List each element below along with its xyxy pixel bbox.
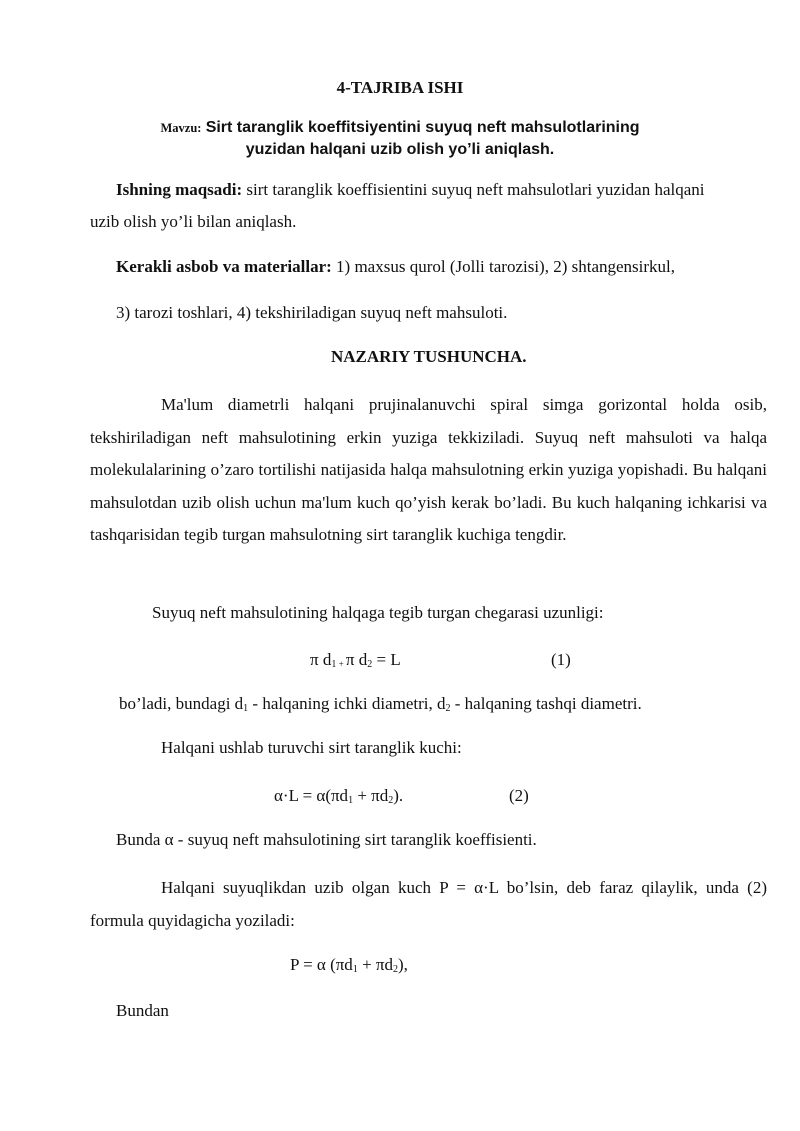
purpose-label: Ishning maqsadi: [116,180,243,199]
theory-heading: NAZARIY TUSHUNCHA. [331,347,527,366]
purpose-text-1: sirt taranglik koeffisientini suyuq neft mahsulotlari yuzidan halqani [246,180,705,199]
purpose-line-2: uzib olish yo’li bilan aniqlash. [90,212,297,231]
formula-1: π $d_1 + \pi$ $d_2 = L$ [310,650,401,670]
formula-2: $\alpha\cdot L = \alpha(\pi d_1 + \pi d_2)$. [274,786,404,806]
lab-title: 4-TAJRIBA ISHI [336,78,464,97]
formula-2-number: (2) [509,786,529,805]
contact-length-intro: Suyuq neft mahsulotining halqaga tegib turgan chegarasi uzunligi: [152,603,604,622]
holding-force-intro: Halqani ushlab turuvchi sirt taranglik kuchi: [161,738,462,757]
materials-text-1: 1) maxsus qurol (Jolli tarozisi), 2) shtangensirkul, [336,257,676,276]
purpose-line-1 [116,180,705,200]
subject-line-1 [0,117,800,137]
materials-label: Kerakli asbob va materiallar: [116,257,332,276]
paragraph-2: Halqani suyuqlikdan uzib olgan kuch P = α·L bo’lsin, deb faraz qilaylik, unda (2) formula quyidagicha yoziladi: [90,878,767,930]
closing-word: Bundan [116,1001,169,1020]
materials-line-1 [116,257,675,277]
subject-line-2: yuzidan halqani uzib olish yo’li aniqlash. [245,141,555,158]
materials-line-2: 3) tarozi toshlari, 4) tekshiriladigan suyuq neft mahsuloti. [116,303,508,322]
formula-1-number: (1) [551,650,571,669]
paragraph-1: Ma'lum diametrli halqani prujinalanuvchi spiral simga gorizontal holda osib, tekshiriladigan neft mahsulotining erkin yuziga tekkiziladi. Suyuq neft mahsuloti va halqa molekulalarining o’zaro tortilishi natijasida halqa mahsulotning erkin yuziga yopishadi. Bu halqani mahsulotdan uzib olish uchun ma'lum kuch qo’yish kerak bo’ladi. Bu kuch halqaning ichkarisi va tashqarisidan tegib turgan mahsulotning sirt taranglik kuchiga tengdir. [90,395,767,544]
formula-3: P = α $(\pi d_1 + \pi d_2)$, [290,955,408,975]
alpha-definition: Bunda α - suyuq neft mahsulotining sirt taranglik koeffisienti. [116,830,537,849]
diameters-definition: bo’ladi, bundagi $d_1$ - halqaning ichki diametri, $d_2$ - halqaning tashqi diametri. [119,694,642,714]
subject-text-1: Sirt taranglik koeffitsiyentini suyuq neft mahsulotlarining [205,119,640,136]
subject-label: Mavzu: [160,121,202,135]
